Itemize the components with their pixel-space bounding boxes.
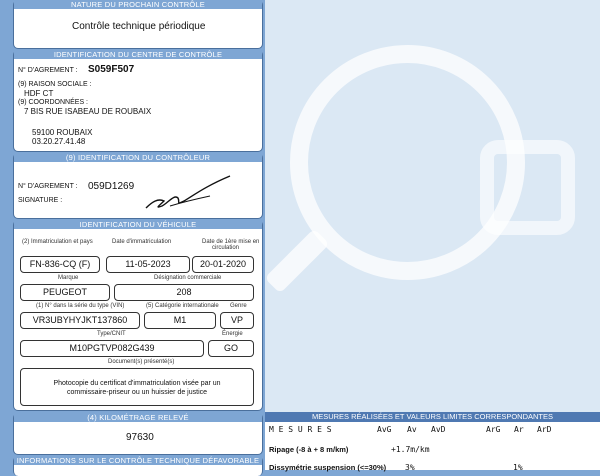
measures-col-ard: ArD: [537, 425, 552, 434]
center-address-line2: 59100 ROUBAIX: [32, 128, 93, 137]
date-first-label-2: circulation: [212, 245, 240, 251]
center-coord-label: (9) COORDONNÉES :: [18, 99, 89, 106]
date-immat-label: Date d'immatriculation: [112, 239, 172, 245]
energy-label: Énergie: [222, 331, 243, 337]
docs-label: Document(s) présenté(s): [108, 359, 175, 365]
controller-agrement-label: N° D'AGREMENT :: [18, 183, 78, 190]
designation-value: 208: [114, 284, 254, 301]
vin-label: (1) N° dans la série du type (VIN): [36, 303, 125, 309]
measure-row-dissym-label: Dissymétrie suspension (<=30%): [269, 463, 387, 472]
measures-header: MESURES RÉALISÉES ET VALEURS LIMITES CORRESPONDANTES: [265, 412, 600, 422]
designation-label: Désignation commerciale: [154, 275, 222, 281]
mileage-header: (4) KILOMÉTRAGE RELEVÉ: [14, 413, 262, 422]
measures-section: [265, 412, 600, 470]
measure-row-dissym-avg: 3%: [405, 463, 415, 472]
immat-value: FN-836-CQ (F): [20, 256, 100, 273]
measures-col-label: M E S U R E S: [269, 425, 332, 434]
info-section: [13, 456, 263, 476]
docs-line-1: Photocopie du certificat d'immatriculation visée par un: [53, 380, 221, 387]
measure-row-ripage-av: +1.7m/km: [391, 445, 430, 454]
category-value: M1: [144, 312, 216, 329]
controller-agrement-value: 059D1269: [88, 181, 135, 192]
info-header: INFORMATIONS SUR LE CONTRÔLE TECHNIQUE DÉFAVORABLE: [14, 456, 262, 465]
center-phone: 03.20.27.41.48: [32, 137, 86, 146]
genre-value: VP: [220, 312, 254, 329]
energy-value: GO: [208, 340, 254, 357]
measure-row-dissym-arg: 1%: [513, 463, 523, 472]
genre-label: Genre: [230, 303, 247, 309]
date-immat-value: 11-05-2023: [106, 256, 190, 273]
mileage-value: 97630: [126, 432, 154, 443]
center-raison-value: HDF CT: [24, 89, 54, 98]
center-agrement-label: N° D'AGREMENT :: [18, 67, 78, 74]
marque-value: PEUGEOT: [20, 284, 110, 301]
measures-col-avd: AvD: [431, 425, 446, 434]
measures-col-ar: Ar: [514, 425, 524, 434]
controller-section: [13, 153, 263, 219]
center-agrement-value: S059F507: [88, 64, 135, 75]
measure-row-ripage-label: Ripage (-8 à + 8 m/km): [269, 445, 349, 454]
immat-label: (2) Immatriculation et pays: [22, 239, 93, 245]
docs-value: [20, 368, 254, 406]
center-address-line1: 7 BIS RUE ISABEAU DE ROUBAIX: [24, 107, 152, 116]
center-section: [13, 50, 263, 152]
center-raison-label: (9) RAISON SOCIALE :: [18, 81, 92, 88]
measures-col-avg: AvG: [377, 425, 392, 434]
mileage-section: [13, 413, 263, 455]
signature-image: [140, 172, 240, 214]
date-first-value: 20-01-2020: [192, 256, 254, 273]
marque-label: Marque: [58, 275, 79, 281]
type-label: Type/CNIT: [97, 331, 126, 337]
docs-line-2: commissaire-priseur ou un huissier de justice: [66, 389, 208, 396]
vehicle-header: IDENTIFICATION DU VÉHICULE: [14, 220, 262, 229]
center-header: IDENTIFICATION DU CENTRE DE CONTRÔLE: [14, 50, 262, 59]
vin-value: VR3UBYHYJKT137860: [20, 312, 140, 329]
next-control-header: NATURE DU PROCHAIN CONTRÔLE: [14, 0, 262, 9]
type-value: M10PGTVP082G439: [20, 340, 204, 357]
car-watermark-icon: [480, 140, 575, 235]
date-first-label-1: Date de 1ère mise en: [202, 239, 260, 245]
measures-col-av: Av: [407, 425, 417, 434]
controller-header: (9) IDENTIFICATION DU CONTRÔLEUR: [14, 153, 262, 162]
next-control-value: Contrôle technique périodique: [72, 21, 206, 32]
next-control-section: [13, 0, 263, 49]
vehicle-section: [13, 220, 263, 411]
measures-col-arg: ArG: [486, 425, 501, 434]
category-label: (5) Catégorie internationale: [146, 303, 219, 309]
controller-signature-label: SIGNATURE :: [18, 197, 63, 204]
